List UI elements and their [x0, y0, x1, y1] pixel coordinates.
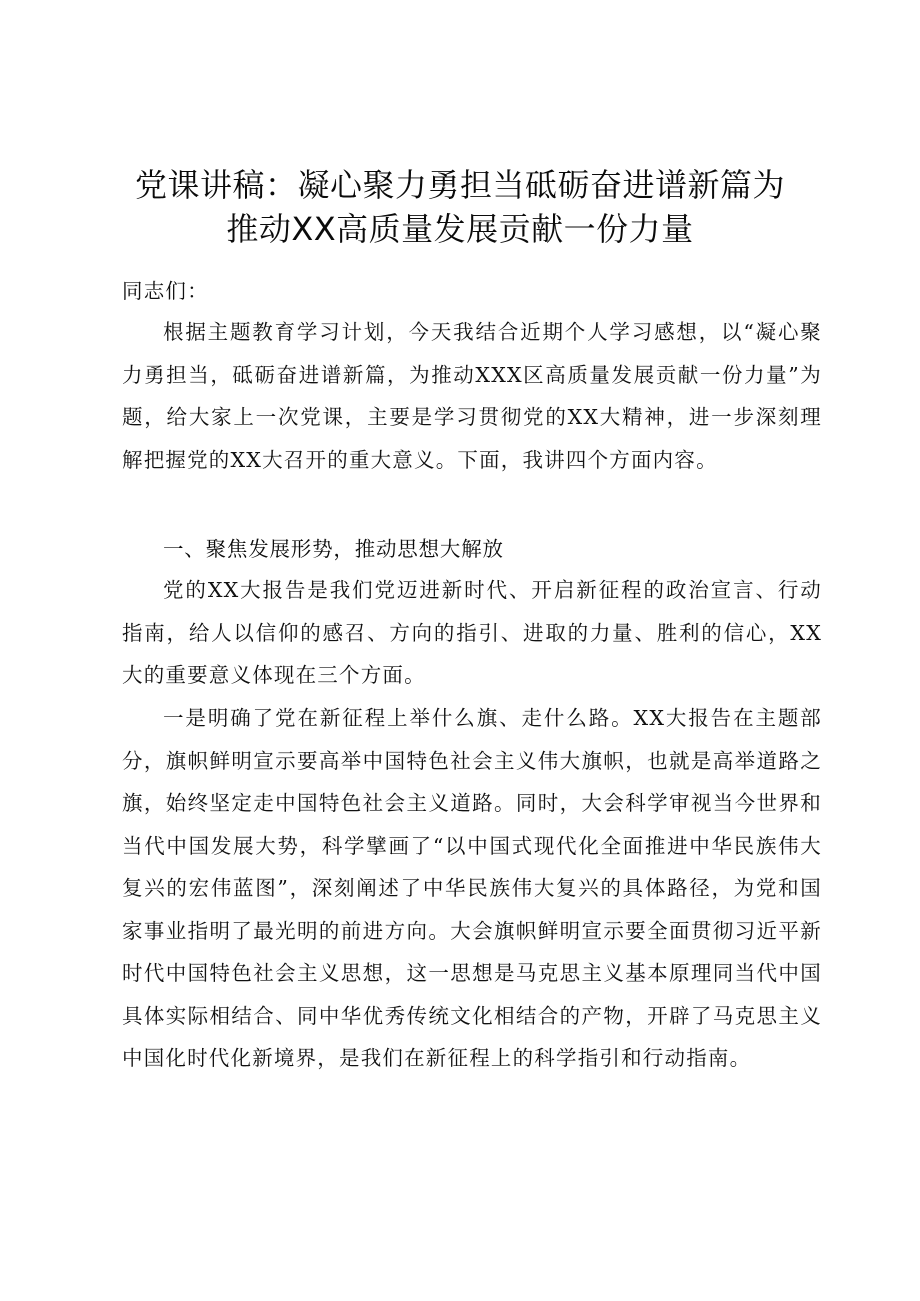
- title-line-2: 推动XX高质量发展贡献一份力量: [226, 210, 694, 248]
- salutation: 同志们：: [122, 279, 209, 303]
- section-paragraph-1: 党的XX大报告是我们党迈进新时代、开启新征程的政治宣言、行动指南，给人以信仰的感召、方向的指引、进取的力量、胜利的信心，XX大的重要意义体现在三个方面。: [122, 578, 822, 687]
- intro-paragraph: 根据主题教育学习计划，今天我结合近期个人学习感想，以“凝心聚力勇担当，砥砺奋进谱新篇，为推动XXX区高质量发展贡献一份力量”为题，给大家上一次党课，主要是学习贯彻党的XX大精神，进一步深刻理解把握党的XX大召开的重大意义。下面，我讲四个方面内容。: [122, 320, 822, 472]
- section-heading: 一、聚焦发展形势，推动思想大解放: [163, 537, 504, 561]
- document-title: [0, 163, 920, 251]
- title-line-1: 党课讲稿：凝心聚力勇担当砥砺奋进谱新篇为: [134, 166, 785, 204]
- section-paragraph-2: 一是明确了党在新征程上举什么旗、走什么路。XX大报告在主题部分，旗帜鲜明宣示要高举中国特色社会主义伟大旗帜，也就是高举道路之旗，始终坚定走中国特色社会主义道路。同时，大会科学审视当今世界和当代中国发展大势，科学擘画了“以中国式现代化全面推进中华民族伟大复兴的宏伟蓝图”，深刻阐述了中华民族伟大复兴的具体路径，为党和国家事业指明了最光明的前进方向。大会旗帜鲜明宣示要全面贯彻习近平新时代中国特色社会主义思想，这一思想是马克思主义基本原理同当代中国具体实际相结合、同中华优秀传统文化相结合的产物，开辟了马克思主义中国化时代化新境界，是我们在新征程上的科学指引和行动指南。: [122, 706, 822, 1070]
